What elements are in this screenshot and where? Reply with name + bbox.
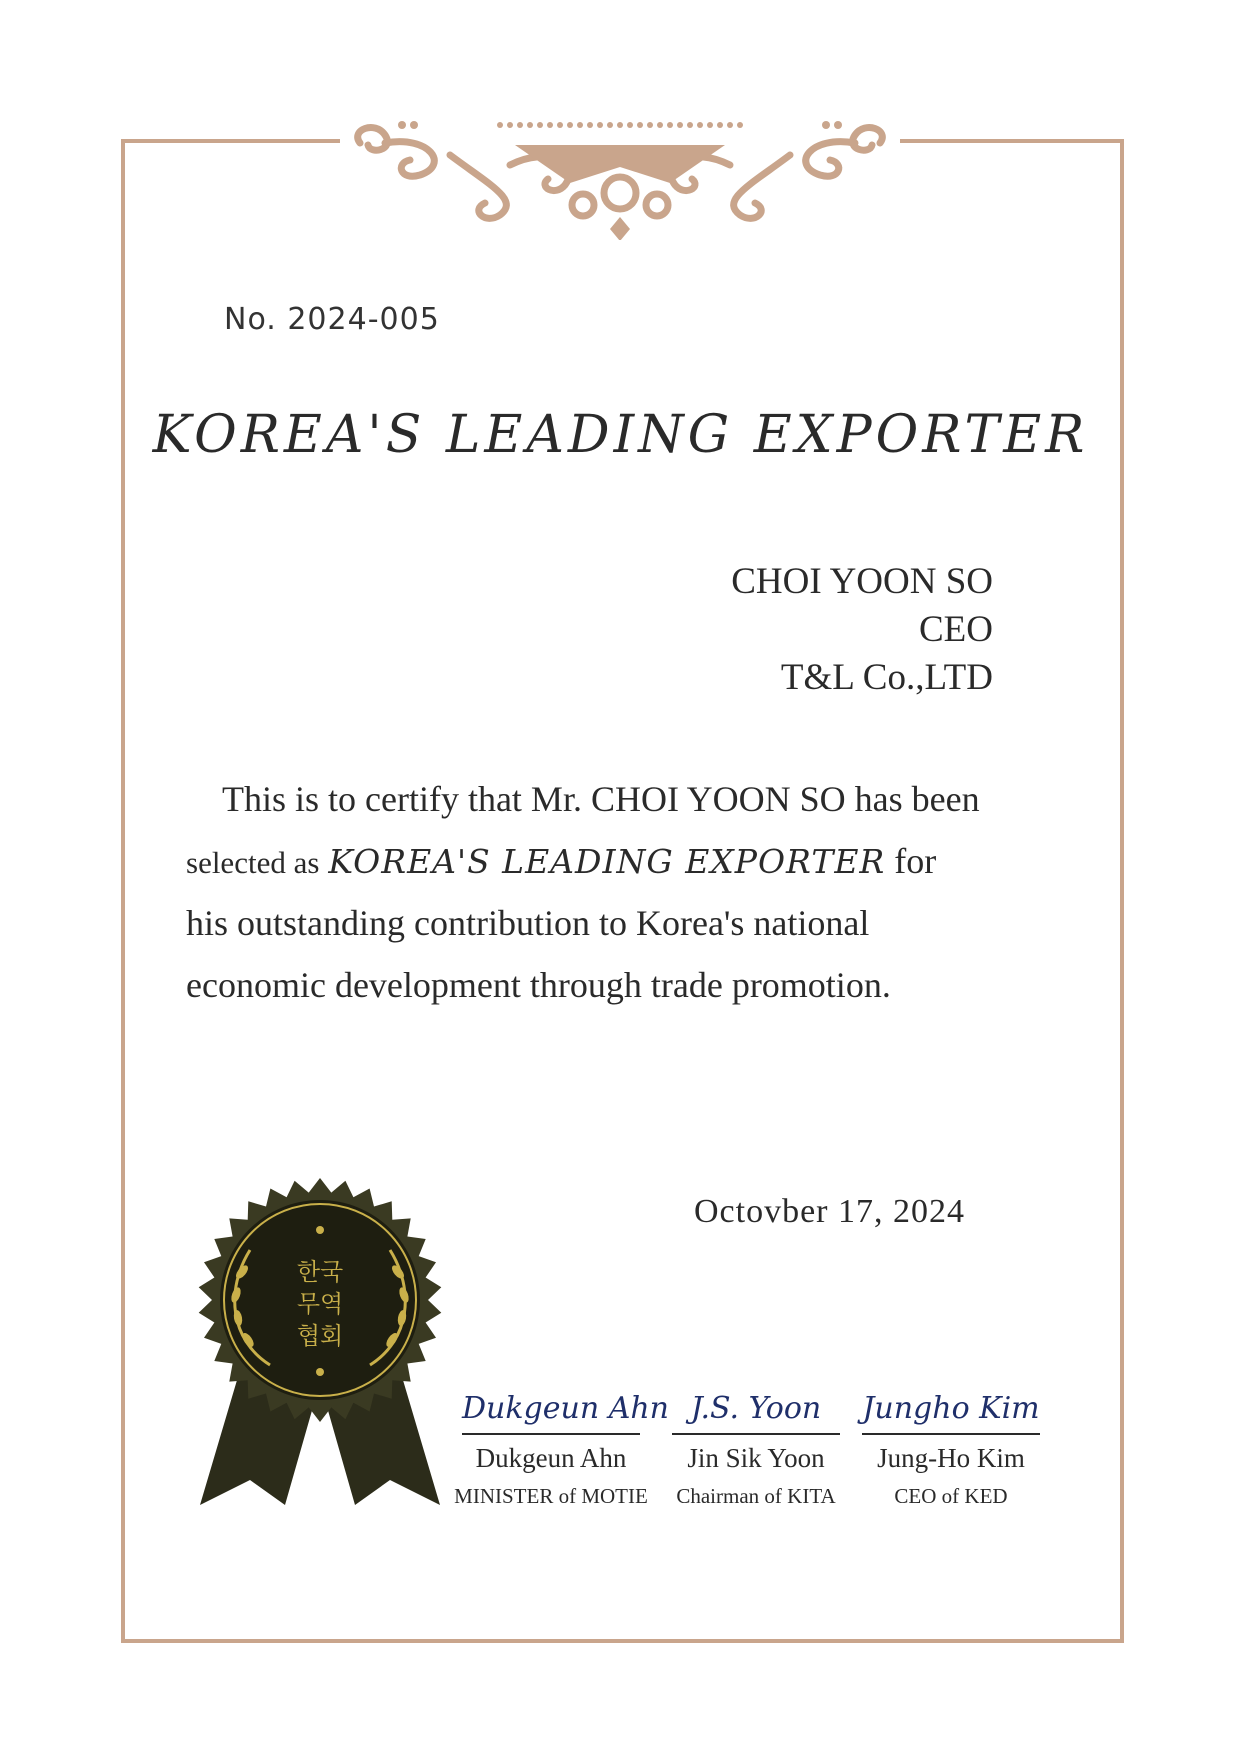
signature-2: J.S. Yoon xyxy=(672,1385,840,1435)
seal-text-1: 한국 xyxy=(296,1258,344,1286)
ornament-flourish xyxy=(340,105,900,240)
signatory-1-name: Dukgeun Ahn xyxy=(475,1443,627,1473)
signature-1: Dukgeun Ahn xyxy=(462,1385,640,1435)
gold-seal xyxy=(180,1160,460,1520)
signatory-1-title: MINISTER of MOTIE xyxy=(454,1484,648,1508)
signatory-2 xyxy=(656,1385,856,1509)
certificate-title: KOREA'S LEADING EXPORTER xyxy=(152,405,1089,465)
recipient-company: T&L Co.,LTD xyxy=(780,657,993,698)
statement-line-2 xyxy=(186,840,1066,902)
seal-text-2: 무역 xyxy=(296,1290,344,1318)
signatory-2-title: Chairman of KITA xyxy=(676,1484,836,1508)
recipient-block xyxy=(731,558,993,702)
recipient-position: CEO xyxy=(919,609,993,650)
signatory-3-name: Jung-Ho Kim xyxy=(877,1443,1025,1473)
recipient-name: CHOI YOON SO xyxy=(731,561,993,602)
signatory-3-title: CEO of KED xyxy=(894,1484,1008,1508)
statement-line-4: economic development through trade promotion. xyxy=(186,965,891,1005)
issue-date: Octovber 17, 2024 xyxy=(694,1193,966,1230)
statement-award-title: KOREA'S LEADING EXPORTER xyxy=(328,842,886,881)
statement-prefix: selected as xyxy=(186,845,320,880)
statement-line-1: This is to certify that Mr. CHOI YOON SO has been xyxy=(222,779,980,819)
signatory-2-name: Jin Sik Yoon xyxy=(687,1443,825,1473)
signatory-1 xyxy=(446,1385,669,1509)
certificate-number: No. 2024-005 xyxy=(224,302,440,337)
signatory-3 xyxy=(846,1385,1056,1509)
certification-statement xyxy=(186,778,1066,1026)
statement-line-3: his outstanding contribution to Korea's national xyxy=(186,903,870,943)
signature-3: Jungho Kim xyxy=(862,1385,1040,1435)
seal-text-3: 협회 xyxy=(296,1322,344,1350)
statement-suffix: for xyxy=(894,841,937,881)
